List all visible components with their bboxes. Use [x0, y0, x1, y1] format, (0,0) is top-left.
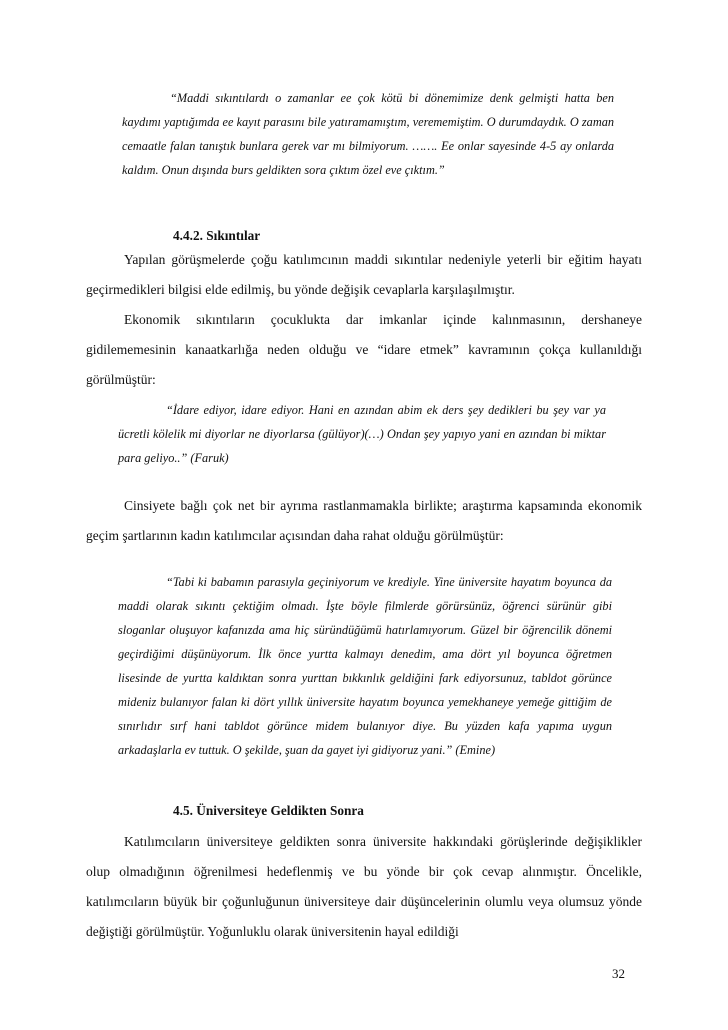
page-number: 32 — [612, 966, 625, 981]
body-text — [86, 245, 642, 395]
section-heading: 4.4.2. Sıkıntılar — [173, 228, 261, 243]
quote-block — [118, 398, 606, 470]
quote-block — [122, 86, 614, 182]
quote-text: “Maddi sıkıntılardı o zamanlar ee çok kötü bi dönemimize denk gelmişti hatta ben kaydımı yaptığımda ee kayıt parasını bile yatıramamıştım, verememiştim. O durumdaydık. O zaman cemaatle falan tanıştık bunlara gerek var mı bilmiyorum. ……. Ee onlar sayesinde 4-5 ay onlarda kaldım. Onun dışında burs geldikten sora çıktım özel eve çıktım.” — [122, 91, 614, 177]
section-heading: 4.5. Üniversiteye Geldikten Sonra — [173, 803, 364, 818]
paragraph: Cinsiyete bağlı çok net bir ayrıma rastlanmamakla birlikte; araştırma kapsamında ekonomik geçim şartlarının kadın katılımcılar açısından daha rahat olduğu görülmüştür: — [86, 498, 642, 543]
quote-text: “İdare ediyor, idare ediyor. Hani en azından abim ek ders şey dedikleri bu şey var ya ücretli kölelik mi diyorlar ne diyorlarsa (gülüyor)(…) Ondan şey yapıyo yani en azından bi miktar para geliyo..” (Faruk) — [118, 403, 606, 465]
paragraph: Yapılan görüşmelerde çoğu katılımcının maddi sıkıntılar nedeniyle yeterli bir eğitim hayatı geçirmedikleri bilgisi elde edilmiş, bu yönde değişik cevaplarla karşılaşılmıştır. — [86, 252, 642, 297]
quote-text: “Tabi ki babamın parasıyla geçiniyorum ve krediyle. Yine üniversite hayatım boyunca da maddi olarak sıkıntı çektiğim olmadı. İşte böyle filmlerde görürsünüz, öğrenci sürünür gibi sloganlar oluşuyor kafanızda ama hiç süründüğümü hatırlamıyorum. Güzel bir öğrencilik dönemi geçirdiğimi düşünüyorum. İlk önce yurtta kalmayı denedim, ama dört yıl boyunca öğretmen lisesinde de yurtta kaldıktan sonra yurttan bıkkınlık geldiğini fark ediyorsunuz, tabldot görünce mideniz bulanıyor falan ki dört yıllık üniversite hayatım boyunca yemekhaneye yemeğe gittiğim de sınırlıdır sırf hani tabldot görünce midem bulanıyor diye. Bu yüzden kafa yapıma uygun arkadaşlarla ev tuttuk. O şekilde, şuan da gayet iyi gidiyoruz yani.” (Emine) — [118, 575, 612, 757]
body-text — [86, 827, 642, 947]
paragraph: Ekonomik sıkıntıların çocuklukta dar imkanlar içinde kalınmasının, dershaneye gidilememesinin kanaatkarlığa neden olduğu ve “idare etmek” kavramının çokça kullanıldığı görülmüştür: — [86, 312, 642, 387]
quote-block — [118, 570, 612, 762]
paragraph: Katılımcıların üniversiteye geldikten sonra üniversite hakkındaki görüşlerinde değişiklikler olup olmadığının öğrenilmesi hedeflenmiş ve bu yönde bir çok cevap alınmıştır. Öncelikle, katılımcıların büyük bir çoğunluğunun üniversiteye dair düşüncelerinin olumlu veya olumsuz yönde değiştiği görülmüştür. Yoğunluklu olarak üniversitenin hayal edildiği — [86, 834, 642, 939]
body-text — [86, 491, 642, 551]
